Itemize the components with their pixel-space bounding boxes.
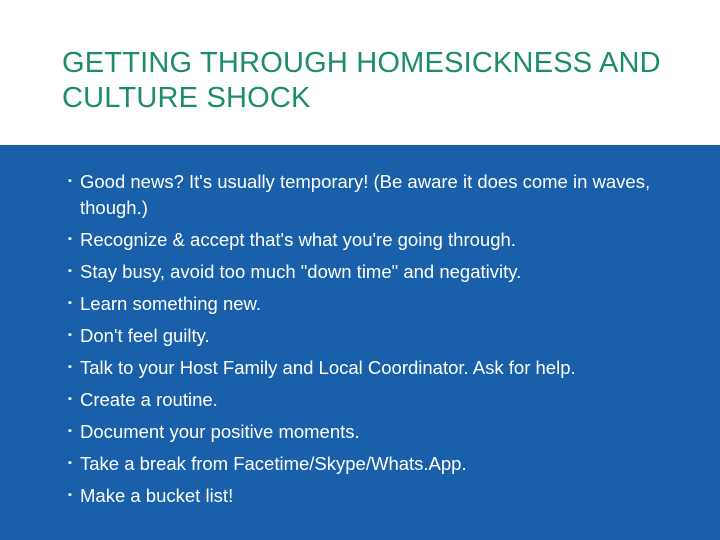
bullet-square-icon: ▪ xyxy=(68,329,72,341)
bullet-square-icon: ▪ xyxy=(68,233,72,245)
bullet-text: Take a break from Facetime/Skype/Whats.App. xyxy=(80,453,467,474)
bullet-square-icon: ▪ xyxy=(68,175,72,187)
bullet-text: Talk to your Host Family and Local Coordinator. Ask for help. xyxy=(80,357,576,378)
bullet-square-icon: ▪ xyxy=(68,489,72,501)
bullet-item xyxy=(68,419,698,445)
bullet-item xyxy=(68,259,698,285)
bullet-item xyxy=(68,323,698,349)
bullet-item xyxy=(68,169,698,220)
bullet-text: Make a bucket list! xyxy=(80,485,234,506)
bullet-square-icon: ▪ xyxy=(68,265,72,277)
bullet-item xyxy=(68,387,698,413)
bullet-item xyxy=(68,451,698,477)
title-area xyxy=(0,0,720,145)
bullet-text: Stay busy, avoid too much "down time" and negativity. xyxy=(80,261,522,282)
bullet-text: Create a routine. xyxy=(80,389,218,410)
slide-title: GETTING THROUGH HOMESICKNESS AND CULTURE SHOCK xyxy=(62,47,661,114)
bullet-square-icon: ▪ xyxy=(68,297,72,309)
bullet-square-icon: ▪ xyxy=(68,425,72,437)
bullet-text: Document your positive moments. xyxy=(80,421,360,442)
content-area xyxy=(0,145,720,540)
bullet-item xyxy=(68,355,698,381)
bullet-item xyxy=(68,483,698,509)
bullet-text: Learn something new. xyxy=(80,293,262,314)
bullet-square-icon: ▪ xyxy=(68,361,72,373)
bullet-text: Recognize & accept that's what you're going through. xyxy=(80,229,516,250)
bullet-square-icon: ▪ xyxy=(68,457,72,469)
bullet-list xyxy=(68,169,698,515)
bullet-square-icon: ▪ xyxy=(68,393,72,405)
bullet-item xyxy=(68,227,698,253)
bullet-text: Good news? It's usually temporary! (Be aware it does come in waves, though.) xyxy=(80,171,651,218)
bullet-text: Don't feel guilty. xyxy=(80,325,210,346)
bullet-item xyxy=(68,291,698,317)
